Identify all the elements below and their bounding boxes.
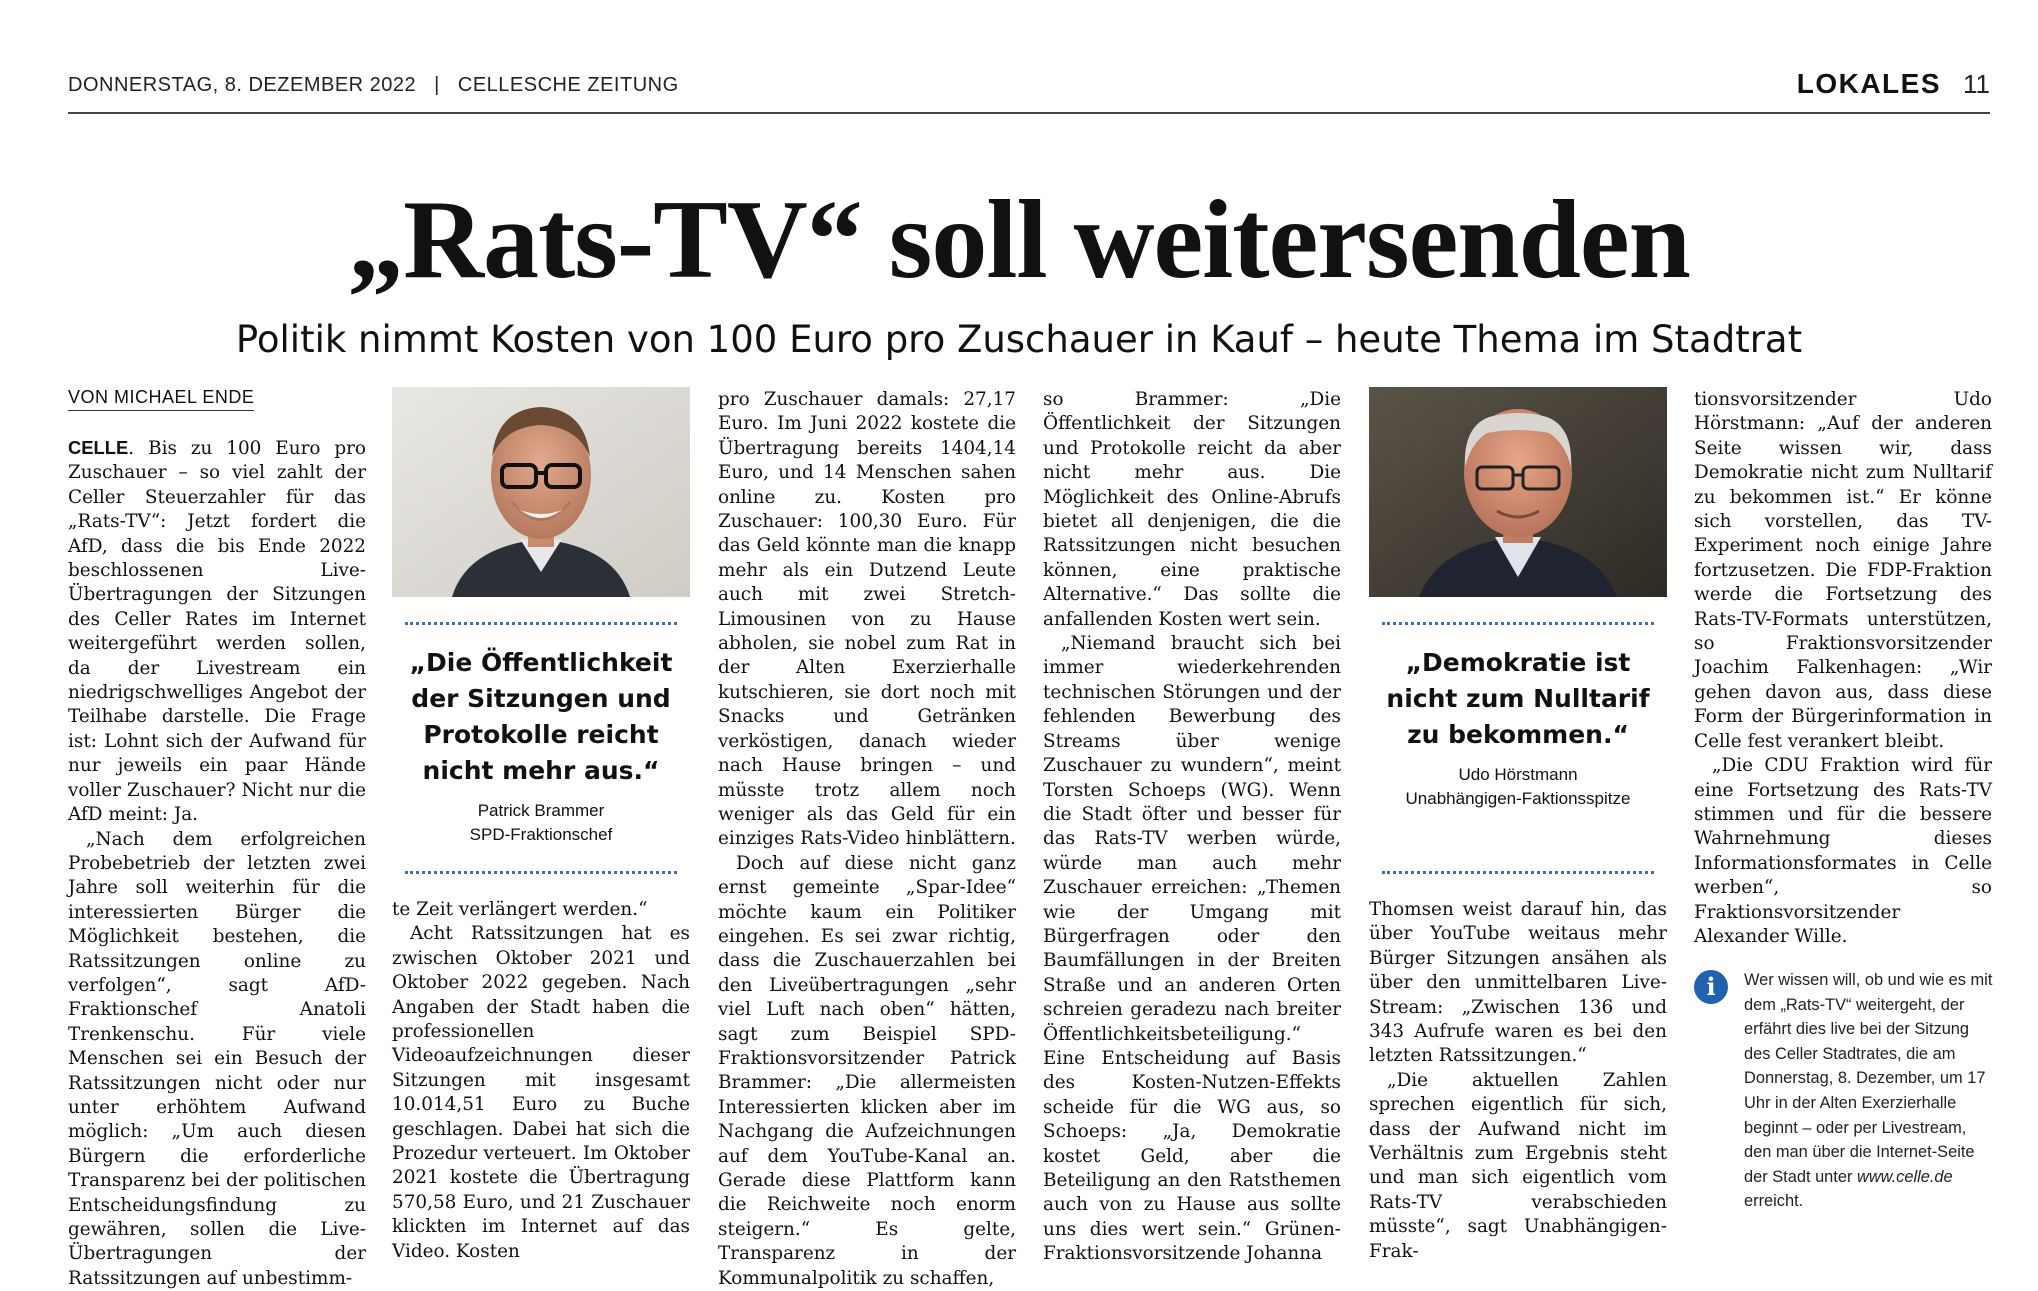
quote-text: „Die Öffentlichkeit der Sitzungen und Protokolle reicht nicht mehr aus.“ xyxy=(405,645,677,789)
dateline: CELLE xyxy=(68,437,128,458)
quote-author-role: Unabhängigen-Faktionsspitze xyxy=(1382,787,1654,811)
photo-udo-hoerstmann xyxy=(1369,387,1667,597)
paragraph: so Brammer: „Die Öffentlichkeit der Sitzungen und Protokolle reicht da aber nicht mehr aus. Die Möglichkeit des Online-Abrufs bietet all denjenigen, die die Ratssitzungen nicht besuchen können, eine praktische Alternative.“ Das sollte die anfallenden Kosten wert sein. xyxy=(1043,388,1341,632)
info-icon: i xyxy=(1694,970,1728,1004)
paragraph: pro Zuschauer damals: 27,17 Euro. Im Juni 2022 kostete die Übertragung bereits 1404,14 Euro, und 14 Menschen sahen online zu. Kosten pro Zuschauer: 100,30 Euro. Für das Geld könnte man die knapp mehr als ein Dutzend Leute auch mit zwei Stretch-Limousinen von zu Hause abholen, sie nobel zum Rat in der Alten Exerzierhalle kutschieren, sie dort noch mit Snacks und Getränken verköstigen, danach wieder nach Hause bringen – und müsste trotz allem noch weniger als das Geld für ein einziges Rats-Video hinblättern. xyxy=(718,388,1016,852)
pull-quote-brammer xyxy=(405,622,677,874)
article-column-3 xyxy=(718,388,1016,1244)
quote-author: Patrick Brammer xyxy=(405,799,677,823)
quote-author-role: SPD-Fraktionschef xyxy=(405,823,677,847)
article-column-5 xyxy=(1369,898,1667,1244)
info-box xyxy=(1694,968,1994,1238)
issue-date: DONNERSTAG, 8. DEZEMBER 2022 xyxy=(68,74,416,96)
section-name: LOKALES xyxy=(1797,68,1941,99)
portrait-illustration xyxy=(392,387,690,597)
paragraph: Doch auf diese nicht ganz ernst gemeinte „Spar-Idee“ möchte kaum ein Politiker eingehen. Es sei zwar richtig, dass die Zuschauerzahlen bei den Liveübertragungen „sehr viel Luft nach oben“ hätten, sagt zum Beispiel SPD-Fraktionsvorsitzender Patrick Brammer: „Die allermeisten Interessierten klicken aber im Nachgang die Aufzeichnungen auf dem YouTube-Kanal an. Gerade diese Plattform kann die Reichweite noch enorm steigern.“ Es gelte, Transparenz in der Kommunalpolitik zu schaffen, xyxy=(718,852,1016,1291)
quote-text: „Demokratie ist nicht zum Nulltarif zu bekommen.“ xyxy=(1382,645,1654,753)
website-link[interactable]: www.celle.de xyxy=(1857,1168,1953,1186)
paragraph: te Zeit verlängert werden.“ xyxy=(392,898,690,922)
paragraph: „Niemand braucht sich bei immer wiederkehrenden technischen Störungen und der fehlenden Bewerbung des Streams über wenige Zuschauer zu wundern“, meint Torsten Schoeps (WG). Wenn die Stadt öfter und besser für das Rats-TV werben würde, würde man auch mehr Zuschauer erreichen: „Themen wie der Umgang mit Bürgerfragen oder den Baumfällungen in der Breiten Straße und an anderen Orten schreien geradezu nach breiter Öffentlichkeitsbeteiligung.“ Eine Entscheidung auf Basis des Kosten-Nutzen-Effekts scheide für die WG aus, so Schoeps: „Ja, Demokratie kostet Geld, aber die Beteiligung an den Ratsthemen auch von zu Hause aus sollte uns dies wert sein.“ Grünen-Fraktionsvorsitzende Johanna xyxy=(1043,632,1341,1267)
portrait-illustration xyxy=(1369,387,1667,597)
page-header xyxy=(68,70,1990,114)
paragraph: „Die CDU Fraktion wird für eine Fortsetzung des Rats-TV stimmen und für die bessere Wahrnehmung dieses Informationsformates in Celle werben“, so Fraktionsvorsitzender Alexander Wille. xyxy=(1694,754,1992,949)
quote-attribution xyxy=(1382,763,1654,811)
publication-name: CELLESCHE ZEITUNG xyxy=(458,74,679,96)
paragraph: Thomsen weist darauf hin, das über YouTube weitaus mehr Bürger Sitzungen ansähen als über den unmittelbaren Live-Stream: „Zwischen 136 und 343 Aufrufe waren es bei den letzten Ratssitzungen.“ xyxy=(1369,898,1667,1069)
header-separator: | xyxy=(434,74,440,96)
byline: VON MICHAEL ENDE xyxy=(68,387,254,411)
article-column-4 xyxy=(1043,388,1341,1244)
paragraph: „Die aktuellen Zahlen sprechen eigentlich für sich, dass der Aufwand nicht im Verhältnis zum Ergebnis steht und man sich eigentlich vom Rats-TV verabschieden müsste“, sagt Unabhängigen-Frak- xyxy=(1369,1069,1667,1264)
quote-attribution xyxy=(405,799,677,847)
header-left xyxy=(68,74,679,97)
paragraph: „Nach dem erfolgreichen Probebetrieb der letzten zwei Jahre soll weiterhin für die interessierten Bürger die Möglichkeit bestehen, die Ratssitzungen online zu verfolgen“, sagt AfD-Fraktionschef Anatoli Trenkenschu. Für viele Menschen sei ein Besuch der Ratssitzungen nicht oder nur unter erhöhtem Aufwand möglich: „Um auch diesen Bürgern die erforderliche Transparenz bei der politischen Entscheidungsfindung zu gewähren, sollen die Live-Übertragungen der Ratssitzungen auf unbestimm- xyxy=(68,828,366,1291)
paragraph: Acht Ratssitzungen hat es zwischen Oktober 2021 und Oktober 2022 gegeben. Nach Angaben der Stadt haben die professionellen Videoaufzeichnungen dieser Sitzungen mit insgesamt 10.014,51 Euro zu Buche geschlagen. Dabei hat sich die Prozedur verteuert. Im Oktober 2021 kostete die Übertragung 570,58 Euro, und 21 Zuschauer klickten im Internet auf das Video. Kosten xyxy=(392,922,690,1264)
article-column-2 xyxy=(392,898,690,1244)
article-column-6 xyxy=(1694,388,1992,936)
header-right xyxy=(1797,68,1990,100)
pull-quote-hoerstmann xyxy=(1382,622,1654,874)
info-text: Wer wissen will, ob und wie es mit dem „Rats-TV“ weitergeht, der erfährt dies live bei der Sitzung des Celler Stadtrates, die am Donnerstag, 8. Dezember, um 17 Uhr in der Alten Exerzierhalle beginnt – oder per Livestream, den man über die Internet-Seite der Stadt unter www.celle.de erreicht. xyxy=(1744,968,1994,1214)
paragraph: CELLE. Bis zu 100 Euro pro Zuschauer – so viel zahlt der Celler Steuerzahler für das „Rats-TV“: Jetzt fordert die AfD, dass die bis Ende 2022 beschlossenen Live-Übertragungen der Sitzungen des Celler Rates im Internet weitergeführt werden sollen, da der Livestream ein niedrigschwelliges Angebot der Teilhabe darstelle. Die Frage ist: Lohnt sich der Aufwand für nur jeweils ein paar Hände voller Zuschauer? Nicht nur die AfD meint: Ja. xyxy=(68,436,366,828)
paragraph: tionsvorsitzender Udo Hörstmann: „Auf der anderen Seite wissen wir, dass Demokratie nicht zum Nulltarif zu bekommen ist.“ Er könne sich vorstellen, das TV-Experiment noch einige Jahre fortzusetzen. Die FDP-Fraktion werde die Fortsetzung des Rats-TV-Formats unterstützen, so Fraktionsvorsitzender Joachim Falkenhagen: „Wir gehen davon aus, dass diese Form der Bürgerinformation in Celle fest verankert bleibt. xyxy=(1694,388,1992,754)
subheadline: Politik nimmt Kosten von 100 Euro pro Zuschauer in Kauf – heute Thema im Stadtrat xyxy=(0,318,2038,361)
photo-patrick-brammer xyxy=(392,387,690,597)
page-number: 11 xyxy=(1963,69,1990,99)
quote-author: Udo Hörstmann xyxy=(1382,763,1654,787)
article-column-1 xyxy=(68,436,366,1244)
headline: „Rats-TV“ soll weitersenden xyxy=(0,180,2038,300)
